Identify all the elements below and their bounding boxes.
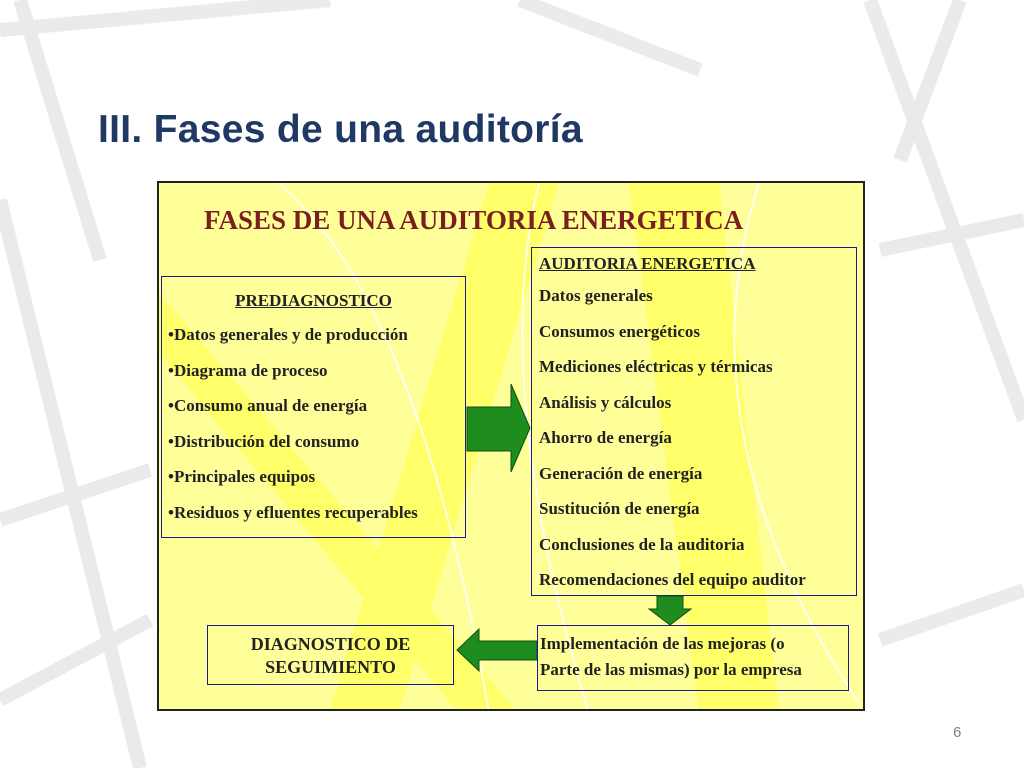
auditoria-item: Datos generales bbox=[539, 286, 653, 305]
audit-phases-diagram bbox=[157, 181, 865, 711]
auditoria-item: Generación de energía bbox=[539, 463, 703, 483]
prediagnostico-item: •Consumo anual de energía bbox=[168, 396, 368, 415]
prediagnostico-item: •Principales equipos bbox=[168, 467, 316, 486]
implementacion-line2: Parte de las mismas) por la empresa bbox=[540, 660, 802, 679]
auditoria-item: Consumos energéticos bbox=[539, 321, 701, 341]
left-arrow-icon bbox=[457, 629, 537, 671]
prediagnostico-item: •Datos generales y de producción bbox=[168, 325, 408, 344]
right-arrow-icon bbox=[467, 384, 530, 472]
auditoria-item: Conclusiones de la auditoria bbox=[539, 534, 745, 554]
implementacion-line1: Implementación de las mejoras (o bbox=[540, 634, 785, 653]
diagram-title: FASES DE UNA AUDITORIA ENERGETICA bbox=[204, 205, 744, 235]
auditoria-heading: AUDITORIA ENERGETICA bbox=[539, 254, 756, 273]
implementacion-box bbox=[537, 625, 849, 691]
slide-title: III. Fases de una auditoría bbox=[98, 108, 583, 151]
auditoria-item: Ahorro de energía bbox=[539, 428, 672, 447]
prediagnostico-item: •Residuos y efluentes recuperables bbox=[168, 502, 418, 522]
prediagnostico-item: •Distribución del consumo bbox=[168, 431, 360, 451]
page-number: 6 bbox=[953, 724, 962, 741]
auditoria-item: Análisis y cálculos bbox=[539, 392, 672, 412]
auditoria-item: Mediciones eléctricas y térmicas bbox=[539, 357, 773, 376]
diagnostico-line1: DIAGNOSTICO DE bbox=[250, 634, 411, 654]
auditoria-item: Sustitución de energía bbox=[539, 499, 700, 518]
down-arrow-icon bbox=[649, 596, 691, 625]
diagnostico-line2: SEGUIMIENTO bbox=[265, 657, 396, 677]
prediagnostico-item: •Diagrama de proceso bbox=[168, 360, 328, 380]
auditoria-item: Recomendaciones del equipo auditor bbox=[539, 570, 806, 589]
prediagnostico-heading: PREDIAGNOSTICO bbox=[235, 291, 392, 310]
diagnostico-seguimiento-box bbox=[207, 625, 454, 685]
